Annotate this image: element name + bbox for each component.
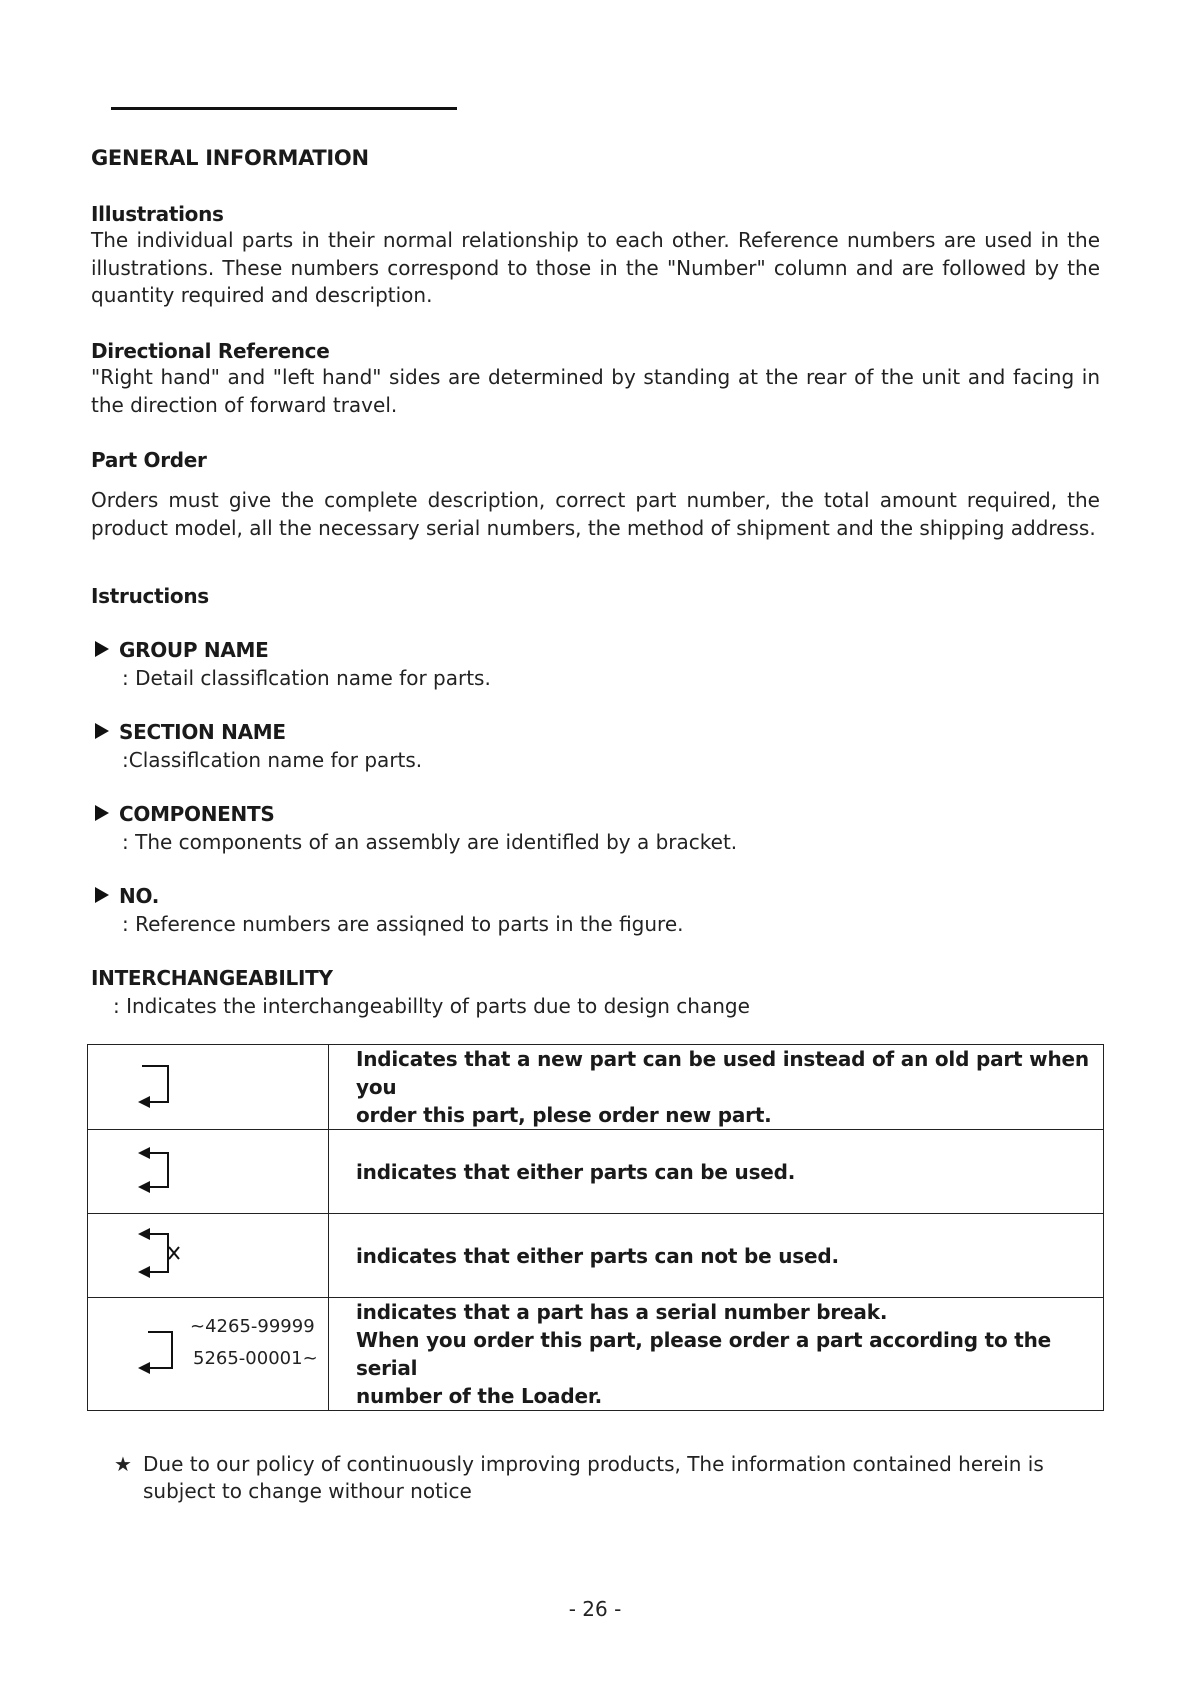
legend-symbol-cell xyxy=(88,1045,329,1130)
new-part-replaces-old-icon xyxy=(138,1062,198,1112)
notice-star-icon: ★ xyxy=(114,1452,132,1476)
directional-text: "Right hand" and "left hand" sides are determined by standing at the rear of the unit and facing in the direction of forward travel. xyxy=(91,365,1100,417)
part-order-heading: Part Order xyxy=(91,448,207,472)
legend-symbol-cell xyxy=(88,1130,329,1214)
legend-desc-cell: indicates that a part has a serial number break. When you order this part, please order a part according to the serial number of the Loader. xyxy=(329,1298,1104,1411)
serial-break-icon xyxy=(138,1328,198,1382)
illustrations-text: The individual parts in their normal relationship to each other. Reference numbers are used in the illustrations. These numbers correspond to those in the "Number" column and are followed by the quantity required and description. xyxy=(91,228,1100,307)
legend-row xyxy=(88,1130,1104,1214)
legend-row xyxy=(88,1045,1104,1130)
top-rule xyxy=(111,107,457,110)
instruction-desc-components: : The components of an assembly are identifled by a bracket. xyxy=(122,830,738,854)
instruction-item-no: NO. xyxy=(95,884,159,908)
notice-line-2: subject to change withour notice xyxy=(143,1479,472,1503)
page-number: - 26 - xyxy=(568,1597,622,1621)
illustrations-heading: Illustrations xyxy=(91,202,224,226)
legend-desc-cell: indicates that either parts can be used. xyxy=(329,1130,1104,1214)
legend-desc-cell: Indicates that a new part can be used instead of an old part when you order this part, plese order new part. xyxy=(329,1045,1104,1130)
either-part-usable-icon xyxy=(138,1147,198,1197)
legend-row xyxy=(88,1214,1104,1298)
instruction-item-group-name: GROUP NAME xyxy=(95,638,268,662)
interchangeability-desc: : Indicates the interchangeabillty of parts due to design change xyxy=(113,994,750,1018)
interchangeability-legend-table xyxy=(87,1044,1104,1411)
legend-symbol-cell xyxy=(88,1214,329,1298)
triangle-bullet-icon xyxy=(95,805,109,821)
triangle-bullet-icon xyxy=(95,887,109,903)
directional-heading: Directional Reference xyxy=(91,339,330,363)
triangle-bullet-icon xyxy=(95,641,109,657)
serial-from: ~4265-99999 xyxy=(190,1316,315,1337)
part-order-text: Orders must give the complete description, correct part number, the total amount required, the product model, all the necessary serial numbers, the method of shipment and the shipping address. xyxy=(91,488,1100,540)
instruction-item-section-name: SECTION NAME xyxy=(95,720,286,744)
instructions-heading: Istructions xyxy=(91,584,209,608)
either-part-not-usable-icon xyxy=(138,1228,208,1284)
instruction-desc-no: : Reference numbers are assiqned to parts in the figure. xyxy=(122,912,684,936)
legend-row xyxy=(88,1298,1104,1411)
instruction-desc-group-name: : Detail classiflcation name for parts. xyxy=(122,666,491,690)
instruction-item-components: COMPONENTS xyxy=(95,802,274,826)
serial-to: 5265-00001~ xyxy=(193,1348,318,1369)
instruction-desc-section-name: :Classiflcation name for parts. xyxy=(122,748,423,772)
interchangeability-heading: INTERCHANGEABILITY xyxy=(91,966,333,990)
legend-symbol-cell xyxy=(88,1298,329,1411)
page-title: GENERAL INFORMATION xyxy=(91,146,369,170)
notice-line-1: Due to our policy of continuously improving products, The information contained herein is xyxy=(143,1452,1044,1476)
triangle-bullet-icon xyxy=(95,723,109,739)
legend-desc-cell: indicates that either parts can not be used. xyxy=(329,1214,1104,1298)
